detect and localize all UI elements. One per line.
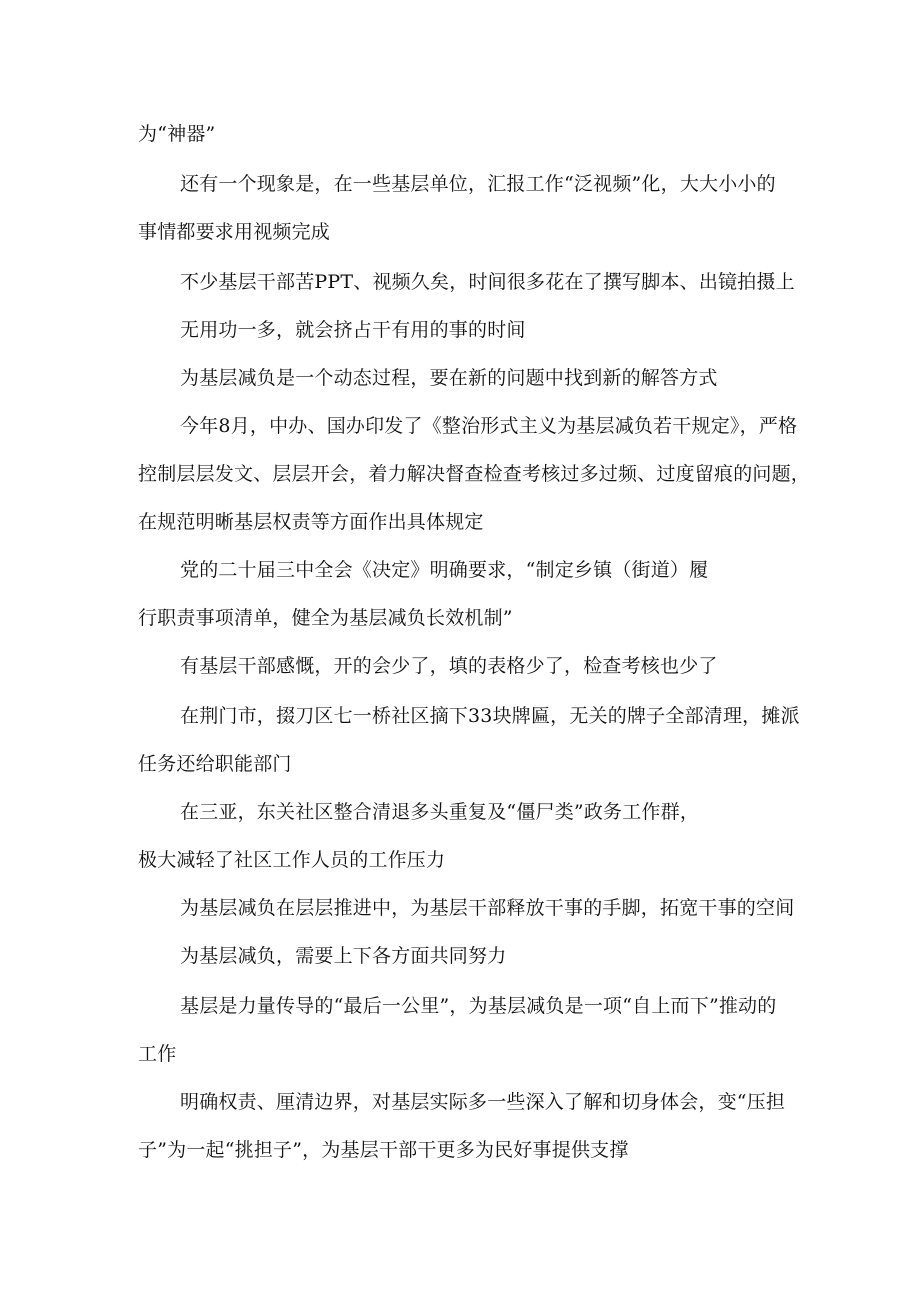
text-line: 基层是力量传导的“最后一公里”，为基层减负是一项“自上而下”推动的 [180, 995, 777, 1017]
text-line: 事情都要求用视频完成 [138, 221, 331, 243]
text-line: 极大减轻了社区工作人员的工作压力 [138, 849, 446, 871]
text-line: 工作 [138, 1043, 177, 1065]
text-line: 控制层层发文、层层开会，着力解决督查检查考核过多过频、过度留痕的问题， [138, 463, 811, 485]
text-line: 党的二十届三中全会《决定》明确要求，“制定乡镇（街道）履 [180, 559, 709, 581]
text-line: 任务还给职能部门 [138, 753, 292, 775]
text-line: 还有一个现象是，在一些基层单位，汇报工作“泛视频”化，大大小小的 [180, 173, 776, 195]
text-line: 在三亚，东关社区整合清退多头重复及“僵尸类”政务工作群， [180, 801, 700, 823]
text-line: 为“神器” [138, 123, 216, 145]
text-line: 为基层减负，需要上下各方面共同努力 [180, 945, 507, 967]
text-line: 在规范明晰基层权责等方面作出具体规定 [138, 511, 484, 533]
text-line: 无用功一多，就会挤占干有用的事的时间 [180, 319, 526, 341]
text-line: 明确权责、厘清边界，对基层实际多一些深入了解和切身体会，变“压担 [180, 1091, 786, 1113]
text-line: 今年8月，中办、国办印发了《整治形式主义为基层减负若干规定》，严格 [180, 415, 798, 437]
text-line: 不少基层干部苦PPT、视频久矣，时间很多花在了撰写脚本、出镜拍摄上 [180, 271, 795, 293]
text-line: 在荆门市，掇刀区七一桥社区摘下33块牌匾，无关的牌子全部清理，摊派 [180, 705, 800, 727]
text-line: 子”为一起“挑担子”，为基层干部干更多为民好事提供支撑 [138, 1139, 629, 1161]
text-line: 行职责事项清单，健全为基层减负长效机制” [138, 607, 513, 629]
text-line: 有基层干部感慨，开的会少了，填的表格少了，检查考核也少了 [180, 655, 718, 677]
text-line: 为基层减负是一个动态过程，要在新的问题中找到新的解答方式 [180, 367, 718, 389]
text-line: 为基层减负在层层推进中，为基层干部释放干事的手脚，拓宽干事的空间 [180, 897, 795, 919]
